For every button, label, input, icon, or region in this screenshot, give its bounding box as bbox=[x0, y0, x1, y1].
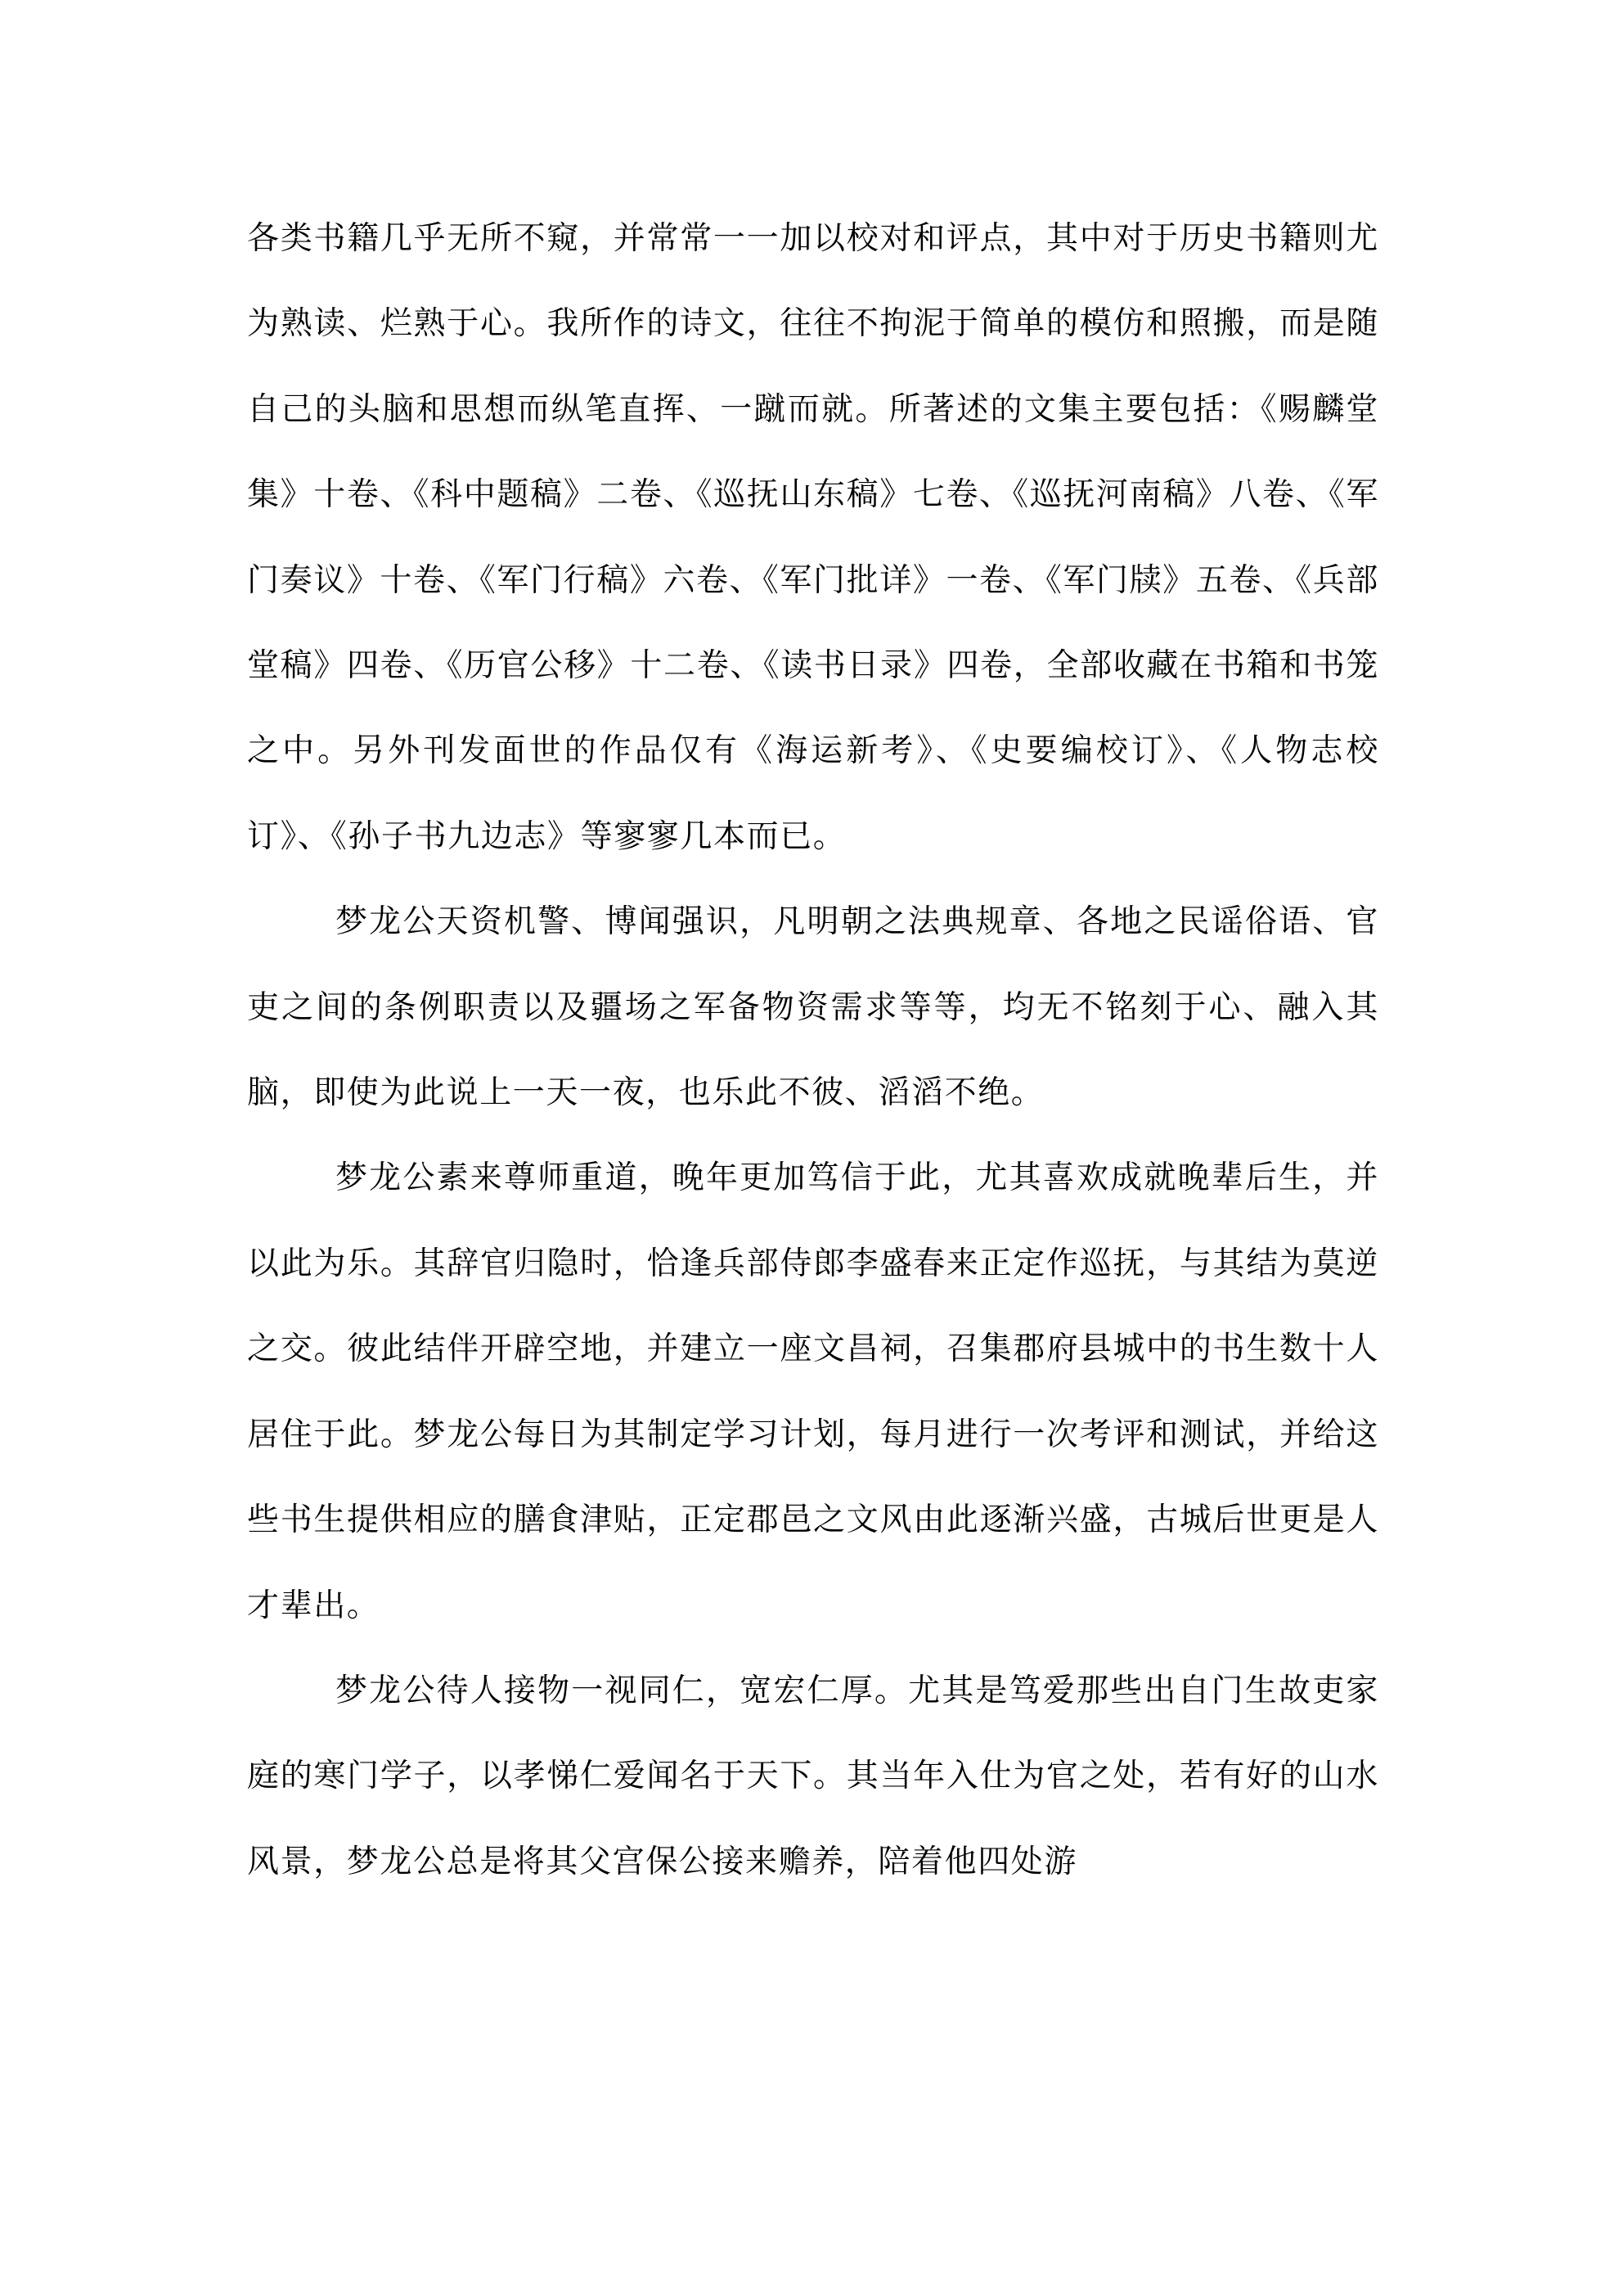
paragraph-teaching: 梦龙公素来尊师重道，晚年更加笃信于此，尤其喜欢成就晚辈后生，并以此为乐。其辞官归隐时，恰逢兵部侍郎李盛春来正定作巡抚，与其结为莫逆之交。彼此结伴开辟空地，并建立一座文昌祠，召集郡府县城中的书生数十人居住于此。梦龙公每日为其制定学习计划，每月进行一次考评和测试，并给这些书生提供相应的膳食津贴，正定郡邑之文风由此逐渐兴盛，古城后世更是人才辈出。 bbox=[247, 1159, 1379, 1624]
document-body bbox=[247, 196, 1379, 1905]
paragraph-talent: 梦龙公天资机警、博闻强识，凡明朝之法典规章、各地之民谣俗语、官吏之间的条例职责以及疆场之军备物资需求等等，均无不铭刻于心、融入其脑，即使为此说上一天一夜，也乐此不彼、滔滔不绝。 bbox=[247, 903, 1379, 1112]
paragraph-works-list: 各类书籍几乎无所不窥，并常常一一加以校对和评点，其中对于历史书籍则尤为熟读、烂熟于心。我所作的诗文，往往不拘泥于简单的模仿和照搬，而是随自己的头脑和思想而纵笔直挥、一蹴而就。所著述的文集主要包括：《赐麟堂集》十卷、《科中题稿》二卷、《巡抚山东稿》七卷、《巡抚河南稿》八卷、《军门奏议》十卷、《军门行稿》六卷、《军门批详》一卷、《军门牍》五卷、《兵部堂稿》四卷、《历官公移》十二卷、《读书日录》四卷，全部收藏在书箱和书笼之中。另外刊发面世的作品仅有《海运新考》、《史要编校订》、《人物志校订》、《孙子书九边志》等寥寥几本而已。 bbox=[247, 220, 1379, 855]
paragraph-character: 梦龙公待人接物一视同仁，宽宏仁厚。尤其是笃爱那些出自门生故吏家庭的寒门学子，以孝悌仁爱闻名于天下。其当年入仕为官之处，若有好的山水风景，梦龙公总是将其父宫保公接来赡养，陪着他四处游 bbox=[247, 1672, 1379, 1880]
